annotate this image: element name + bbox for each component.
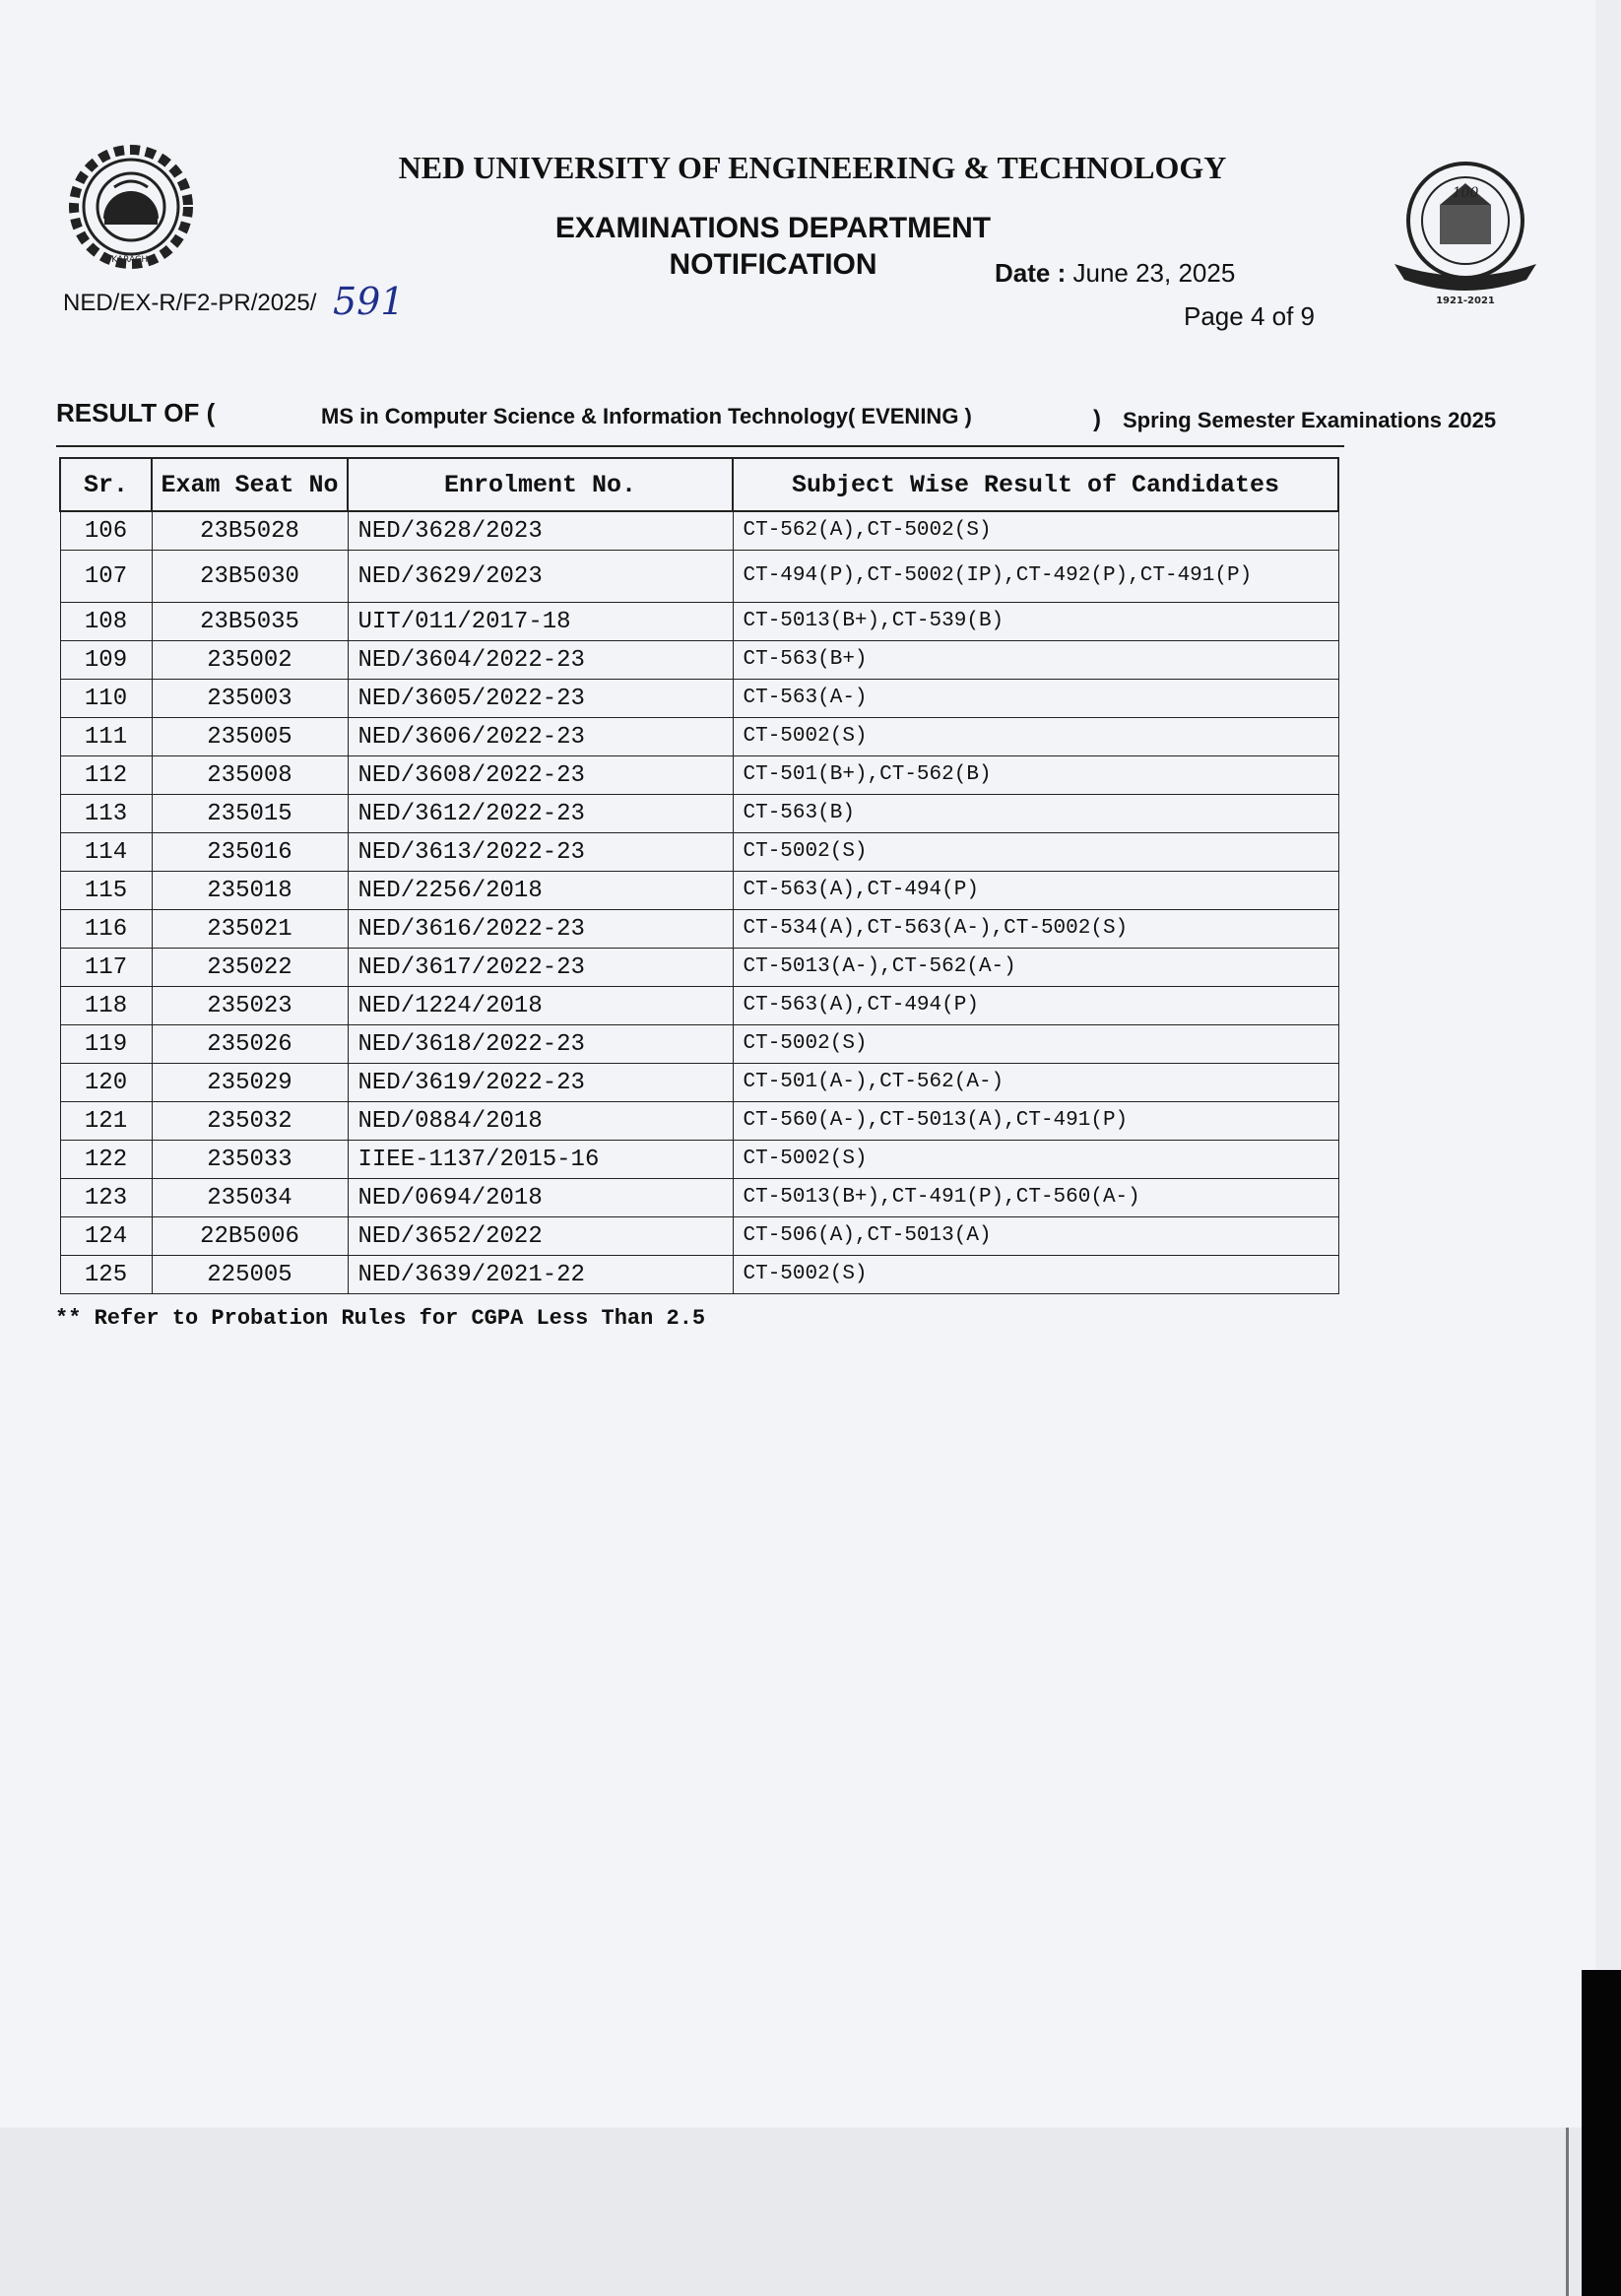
enrolment-cell: UIT/011/2017-18 [348,603,733,641]
reference-number: NED/EX-R/F2-PR/2025/ [63,290,317,316]
table-row [60,1102,1338,1141]
table-row [60,511,1338,551]
table-row [60,756,1338,795]
enrolment-cell: NED/3619/2022-23 [348,1064,733,1102]
table-row [60,795,1338,833]
result-cell: CT-501(A-),CT-562(A-) [733,1064,1338,1102]
seat-cell: 235015 [152,795,348,833]
enrolment-cell: IIEE-1137/2015-16 [348,1141,733,1179]
table-header-row [60,458,1338,511]
result-cell: CT-5002(S) [733,1141,1338,1179]
table-row [60,833,1338,872]
seat-cell: 235022 [152,949,348,987]
sr-cell: 124 [60,1217,152,1256]
result-cell: CT-5013(B+),CT-539(B) [733,603,1338,641]
table-row [60,987,1338,1025]
enrolment-cell: NED/0694/2018 [348,1179,733,1217]
column-header-seat: Exam Seat No [152,458,348,511]
table-row [60,949,1338,987]
result-cell: CT-5002(S) [733,1025,1338,1064]
enrolment-cell: NED/3628/2023 [348,511,733,551]
sr-cell: 122 [60,1141,152,1179]
enrolment-cell: NED/0884/2018 [348,1102,733,1141]
university-title: NED UNIVERSITY OF ENGINEERING & TECHNOLOGY [398,150,1227,185]
enrolment-cell: NED/2256/2018 [348,872,733,910]
table-row [60,680,1338,718]
result-cell: CT-501(B+),CT-562(B) [733,756,1338,795]
table-row [60,1141,1338,1179]
result-cell: CT-534(A),CT-563(A-),CT-5002(S) [733,910,1338,949]
seat-cell: 235032 [152,1102,348,1141]
result-cell: CT-5002(S) [733,833,1338,872]
result-cell: CT-563(B) [733,795,1338,833]
result-close-paren: ) [1093,406,1101,432]
seat-cell: 235026 [152,1025,348,1064]
sr-cell: 110 [60,680,152,718]
centenary-seal-logo [1389,158,1542,305]
enrolment-cell: NED/3606/2022-23 [348,718,733,756]
svg-text:100: 100 [1452,185,1479,201]
enrolment-cell: NED/3616/2022-23 [348,910,733,949]
date-label: Date : [995,258,1067,288]
table-row [60,718,1338,756]
result-cell: CT-563(B+) [733,641,1338,680]
enrolment-cell: NED/3604/2022-23 [348,641,733,680]
program-name: MS in Computer Science & Information Technology( EVENING ) [321,404,972,428]
table-row [60,1217,1338,1256]
enrolment-cell: NED/3613/2022-23 [348,833,733,872]
result-cell: CT-5002(S) [733,1256,1338,1294]
enrolment-cell: NED/3612/2022-23 [348,795,733,833]
seat-cell: 235021 [152,910,348,949]
seat-cell: 23B5030 [152,551,348,603]
result-cell: CT-563(A),CT-494(P) [733,872,1338,910]
result-cell: CT-562(A),CT-5002(S) [733,511,1338,551]
column-header-sr: Sr. [60,458,152,511]
sr-cell: 119 [60,1025,152,1064]
table-row [60,1179,1338,1217]
sr-cell: 123 [60,1179,152,1217]
department-title: EXAMINATIONS DEPARTMENT [554,212,992,244]
seat-cell: 225005 [152,1256,348,1294]
sr-cell: 121 [60,1102,152,1141]
sr-cell: 108 [60,603,152,641]
table-row [60,1256,1338,1294]
sr-cell: 125 [60,1256,152,1294]
seat-cell: 235018 [152,872,348,910]
result-cell: CT-560(A-),CT-5013(A),CT-491(P) [733,1102,1338,1141]
result-cell: CT-506(A),CT-5013(A) [733,1217,1338,1256]
enrolment-cell: NED/3605/2022-23 [348,680,733,718]
seat-cell: 23B5035 [152,603,348,641]
sr-cell: 111 [60,718,152,756]
seat-cell: 235003 [152,680,348,718]
semester-title: Spring Semester Examinations 2025 [1123,408,1497,432]
seat-cell: 235008 [152,756,348,795]
sr-cell: 115 [60,872,152,910]
enrolment-cell: NED/1224/2018 [348,987,733,1025]
handwritten-reference: 591 [333,280,405,323]
table-row [60,603,1338,641]
sr-cell: 116 [60,910,152,949]
sr-cell: 114 [60,833,152,872]
sr-cell: 120 [60,1064,152,1102]
header-divider [56,445,1344,447]
seat-cell: 22B5006 [152,1217,348,1256]
scan-bottom-margin [0,2128,1621,2296]
scan-edge-shadow [1582,1970,1621,2296]
seat-cell: 23B5028 [152,511,348,551]
table-row [60,1025,1338,1064]
enrolment-cell: NED/3652/2022 [348,1217,733,1256]
seat-cell: 235002 [152,641,348,680]
seat-cell: 235029 [152,1064,348,1102]
result-cell: CT-563(A-) [733,680,1338,718]
enrolment-cell: NED/3629/2023 [348,551,733,603]
sr-cell: 109 [60,641,152,680]
date-value: June 23, 2025 [1072,258,1236,288]
seat-cell: 235034 [152,1179,348,1217]
result-cell: CT-5013(A-),CT-562(A-) [733,949,1338,987]
result-cell: CT-5013(B+),CT-491(P),CT-560(A-) [733,1179,1338,1217]
column-header-result: Subject Wise Result of Candidates [733,458,1338,511]
seat-cell: 235005 [152,718,348,756]
svg-text:1921-2021: 1921-2021 [1436,295,1495,305]
sr-cell: 117 [60,949,152,987]
notification-title: NOTIFICATION [669,248,877,281]
table-row [60,641,1338,680]
enrolment-cell: NED/3617/2022-23 [348,949,733,987]
seat-cell: 235023 [152,987,348,1025]
sr-cell: 107 [60,551,152,603]
sr-cell: 112 [60,756,152,795]
table-row [60,872,1338,910]
enrolment-cell: NED/3618/2022-23 [348,1025,733,1064]
seat-cell: 235016 [152,833,348,872]
ned-university-logo [57,142,205,272]
table-row [60,551,1338,603]
table-row [60,1064,1338,1102]
date-line [995,258,1235,289]
result-of-label: RESULT OF ( [56,398,216,427]
sr-cell: 113 [60,795,152,833]
column-header-enrolment: Enrolment No. [348,458,733,511]
svg-text:KARACHI: KARACHI [111,255,151,265]
enrolment-cell: NED/3608/2022-23 [348,756,733,795]
result-cell: CT-494(P),CT-5002(IP),CT-492(P),CT-491(P) [733,551,1338,603]
result-cell: CT-5002(S) [733,718,1338,756]
seat-cell: 235033 [152,1141,348,1179]
sr-cell: 106 [60,511,152,551]
scan-edge-line [1566,2128,1569,2296]
table-row [60,910,1338,949]
probation-footnote: ** Refer to Probation Rules for CGPA Less Than 2.5 [55,1306,706,1331]
results-table [59,457,1339,1294]
enrolment-cell: NED/3639/2021-22 [348,1256,733,1294]
result-cell: CT-563(A),CT-494(P) [733,987,1338,1025]
page-number: Page 4 of 9 [1184,301,1315,331]
sr-cell: 118 [60,987,152,1025]
